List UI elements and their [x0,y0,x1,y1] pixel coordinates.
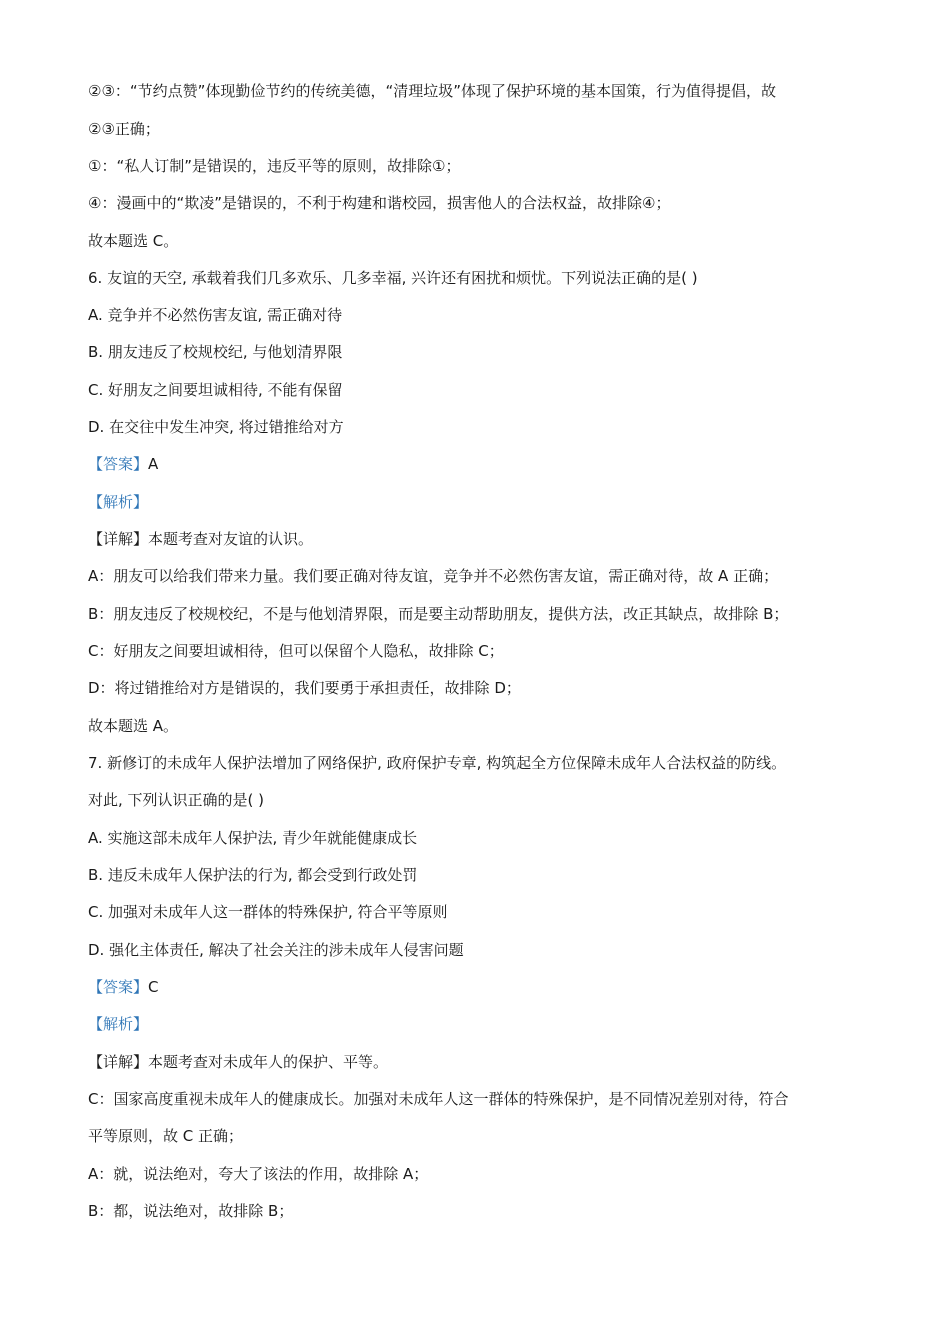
answer-tag: 【答案】 [88,978,149,996]
answer-line [88,977,159,997]
text-line: 【详解】本题考查对未成年人的保护、平等。 [88,1053,389,1071]
text-line: ①：“私人订制”是错误的，违反平等的原则，故排除①； [88,157,461,175]
text-line: B：都，说法绝对，故排除 B； [88,1202,294,1220]
analysis-tag: 【解析】 [88,493,149,511]
answer-line [88,454,158,474]
text-line: ②③：“节约点赞”体现勤俭节约的传统美德，“清理垃圾”体现了保护环境的基本国策，行为值得提倡，故 [88,82,776,100]
text-line: ④：漫画中的“欺凌”是错误的，不利于构建和谐校园，损害他人的合法权益，故排除④； [88,194,671,212]
text-line: A：朋友可以给我们带来力量。我们要正确对待友谊，竞争并不必然伤害友谊，需正确对待，故 A 正确； [88,567,779,585]
option-c: C. 加强对未成年人这一群体的特殊保护, 符合平等原则 [88,903,448,921]
option-a: A. 实施这部未成年人保护法, 青少年就能健康成长 [88,829,418,847]
question-7-stem: 7. 新修订的未成年人保护法增加了网络保护, 政府保护专章, 构筑起全方位保障未成年人合法权益的防线。 [88,754,787,772]
option-d: D. 在交往中发生冲突, 将过错推给对方 [88,418,344,436]
option-d: D. 强化主体责任, 解决了社会关注的涉未成年人侵害问题 [88,941,464,959]
answer-value: C [148,978,159,996]
question-6-stem: 6. 友谊的天空, 承载着我们几多欢乐、几多幸福, 兴许还有困扰和烦忧。下列说法正确的是( ) [88,269,698,287]
answer-value: A [148,455,159,473]
text-line: ②③正确； [88,120,160,138]
text-line: B：朋友违反了校规校纪，不是与他划清界限，而是要主动帮助朋友，提供方法，改正其缺点，故排除 B； [88,605,789,623]
text-line: A：就，说法绝对，夸大了该法的作用，故排除 A； [88,1165,429,1183]
option-b: B. 朋友违反了校规校纪, 与他划清界限 [88,343,343,361]
analysis-tag: 【解析】 [88,1015,149,1033]
text-line: 平等原则，故 C 正确； [88,1127,244,1145]
text-line: 故本题选 C。 [88,232,179,250]
question-7-stem-cont: 对此, 下列认识正确的是( ) [88,791,265,809]
text-line: D：将过错推给对方是错误的，我们要勇于承担责任，故排除 D； [88,679,521,697]
option-a: A. 竞争并不必然伤害友谊, 需正确对待 [88,306,343,324]
text-line: C：国家高度重视未成年人的健康成长。加强对未成年人这一群体的特殊保护，是不同情况差别对待，符合 [88,1090,789,1108]
option-c: C. 好朋友之间要坦诚相待, 不能有保留 [88,381,343,399]
text-line: C：好朋友之间要坦诚相待，但可以保留个人隐私，故排除 C； [88,642,504,660]
text-line: 故本题选 A。 [88,717,179,735]
text-line: 【详解】本题考查对友谊的认识。 [88,530,314,548]
answer-tag: 【答案】 [88,455,149,473]
option-b: B. 违反未成年人保护法的行为, 都会受到行政处罚 [88,866,418,884]
